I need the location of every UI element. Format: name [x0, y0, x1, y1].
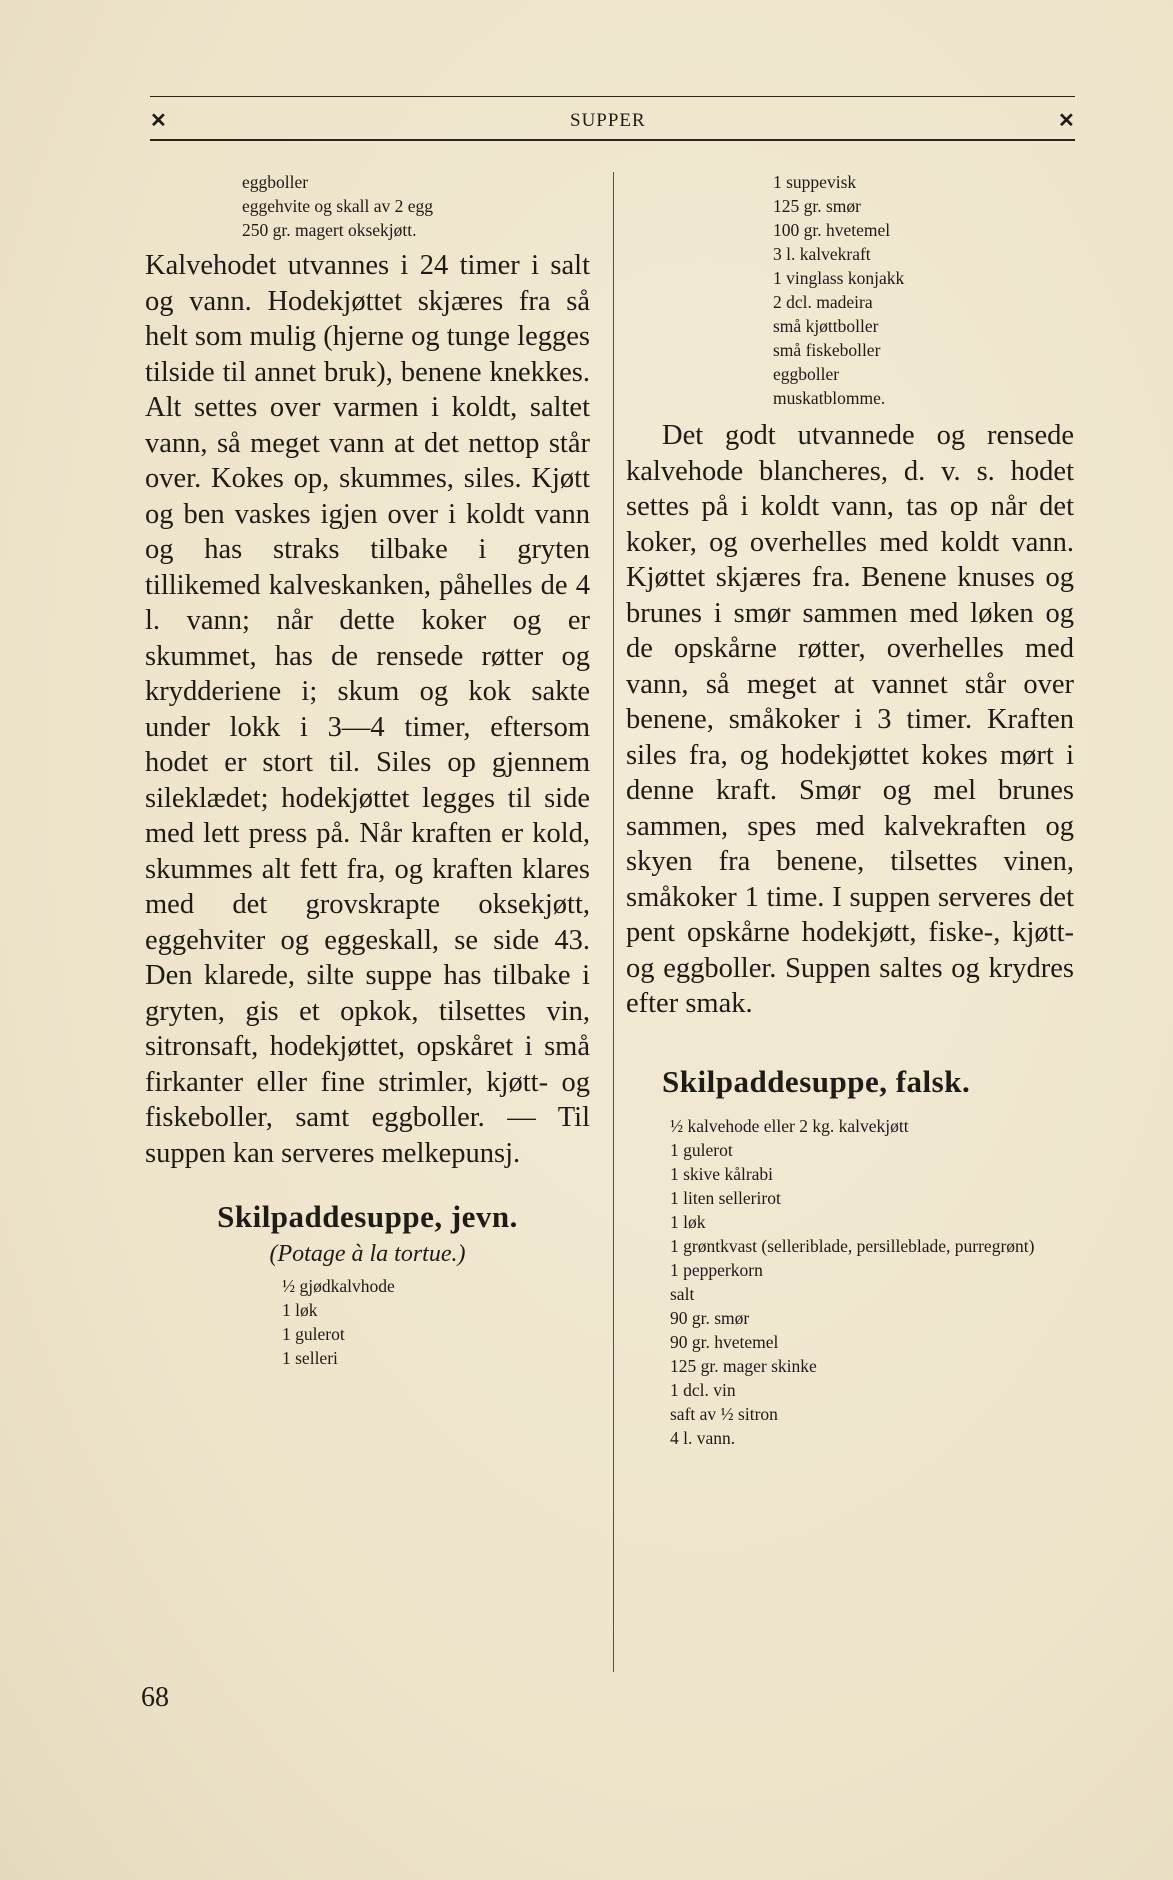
running-header-title: SUPPER: [570, 110, 646, 131]
header-left-ornament: ✕: [150, 108, 167, 132]
ingredient-item: 1 grøntkvast (selleriblade, persilleblade, purregrønt): [670, 1235, 1035, 1256]
recipe-title-skilpaddesuppe-falsk: Skilpaddesuppe, falsk.: [662, 1063, 971, 1099]
ingredient-item: eggboller: [242, 172, 309, 192]
ingredient-item: ½ gjødkalvhode: [282, 1276, 395, 1296]
column-divider: [613, 172, 614, 1672]
ingredient-list-top-right: [773, 170, 1074, 410]
header-rule-bottom: [150, 139, 1075, 141]
ingredient-item: 4 l. vann.: [670, 1427, 736, 1448]
ingredient-item: ½ kalvehode eller 2 kg. kalvekjøtt: [670, 1115, 909, 1136]
ingredient-item: eggboller: [773, 364, 840, 384]
page-number: 68: [141, 1682, 169, 1713]
ingredient-item: muskatblomme.: [773, 388, 886, 408]
ingredient-list-skilpadde-falsk: [670, 1114, 1040, 1450]
left-column: [145, 170, 590, 1370]
ingredient-item: 1 selleri: [282, 1348, 338, 1368]
ingredient-item: 3 l. kalvekraft: [773, 244, 871, 264]
right-column: [626, 170, 1074, 1450]
ingredient-item: 90 gr. hvetemel: [670, 1331, 779, 1352]
ingredient-item: eggehvite og skall av 2 egg: [242, 196, 433, 216]
ingredient-item: saft av ½ sitron: [670, 1403, 778, 1424]
header-rule-top: [150, 96, 1075, 97]
ingredient-item: 1 liten sellerirot: [670, 1187, 781, 1208]
ingredient-item: salt: [670, 1283, 695, 1304]
ingredient-item: 250 gr. magert oksekjøtt.: [242, 220, 417, 240]
ingredient-item: små kjøttboller: [773, 316, 879, 336]
ingredient-item: 90 gr. smør: [670, 1307, 750, 1328]
ingredient-item: 2 dcl. madeira: [773, 292, 873, 312]
ingredient-item: 100 gr. hvetemel: [773, 220, 891, 240]
header-right-ornament: ✕: [1058, 108, 1075, 132]
ingredient-item: 1 gulerot: [670, 1139, 733, 1160]
recipe-method-right: Det godt utvannede og rensede kalvehode blancheres, d. v. s. hodet settes på i koldt vann, tas op når det koker, og overhelles med koldt vann. Kjøttet skjæres fra. Benene knuses og brunes i smør sammen med løken og de opskårne røtter, overhelles med vann, så meget at vannet står over benene, småkoker i 3 timer. Kraften siles fra, og hodekjøttet kokes mørt i denne kraft. Smør og mel brunes sammen, spes med kalvekraften og skyen fra benene, tilsettes vinen, småkoker 1 time. I suppen serveres det pent opskårne hodekjøtt, fiske-, kjøtt- og eggboller. Suppen saltes og krydres efter smak.: [626, 420, 1074, 1019]
ingredient-item: 1 suppevisk: [773, 172, 857, 192]
ingredient-item: 1 dcl. vin: [670, 1379, 736, 1400]
ingredient-item: 125 gr. smør: [773, 196, 861, 216]
ingredient-item: 1 gulerot: [282, 1324, 345, 1344]
ingredient-item: 125 gr. mager skinke: [670, 1355, 817, 1376]
recipe-method-left: Kalvehodet utvannes i 24 timer i salt og vann. Hodekjøttet skjæres fra så helt som mulig (hjerne og tunge legges tilside til annet bruk), benene knekkes. Alt settes over varmen i koldt, saltet vann, så meget vann at det nettop står over. Kokes op, skummes, siles. Kjøtt og ben vaskes igjen over i koldt vann og has straks tilbake i gryten tillikemed kalveskanken, påhelles de 4 l. vann; når dette koker og er skummet, has de rensede røtter og krydderiene i; skum og kok sakte under lokk i 3—4 timer, eftersom hodet er stort til. Siles op gjennem sileklædet; hodekjøttet legges til side med lett press på. Når kraften er kold, skummes alt fett fra, og kraften klares med det grovskrapte oksekjøtt, eggehviter og eggeskall, se side 43. Den klarede, silte suppe has tilbake i gryten, gis et opkok, tilsettes vin, sitronsaft, hodekjøttet, opskåret i små firkanter eller fine strimler, kjøtt- og fiskeboller, samt eggboller. — Til suppen kan serveres melkepunsj.: [145, 250, 590, 1169]
ingredient-item: 1 løk: [670, 1211, 706, 1232]
ingredient-item: 1 skive kålrabi: [670, 1163, 774, 1184]
recipe-title-skilpaddesuppe-jevn: Skilpaddesuppe, jevn.: [217, 1199, 518, 1234]
ingredient-item: 1 pepperkorn: [670, 1259, 763, 1280]
ingredient-item: 1 løk: [282, 1300, 318, 1320]
ingredient-item: 1 vinglass konjakk: [773, 268, 905, 288]
ingredient-item: små fiskeboller: [773, 340, 881, 360]
ingredient-list-top-left: [242, 170, 590, 242]
recipe-subtitle-potage: (Potage à la tortue.): [269, 1241, 466, 1267]
ingredient-list-skilpadde-jevn: [282, 1274, 590, 1370]
